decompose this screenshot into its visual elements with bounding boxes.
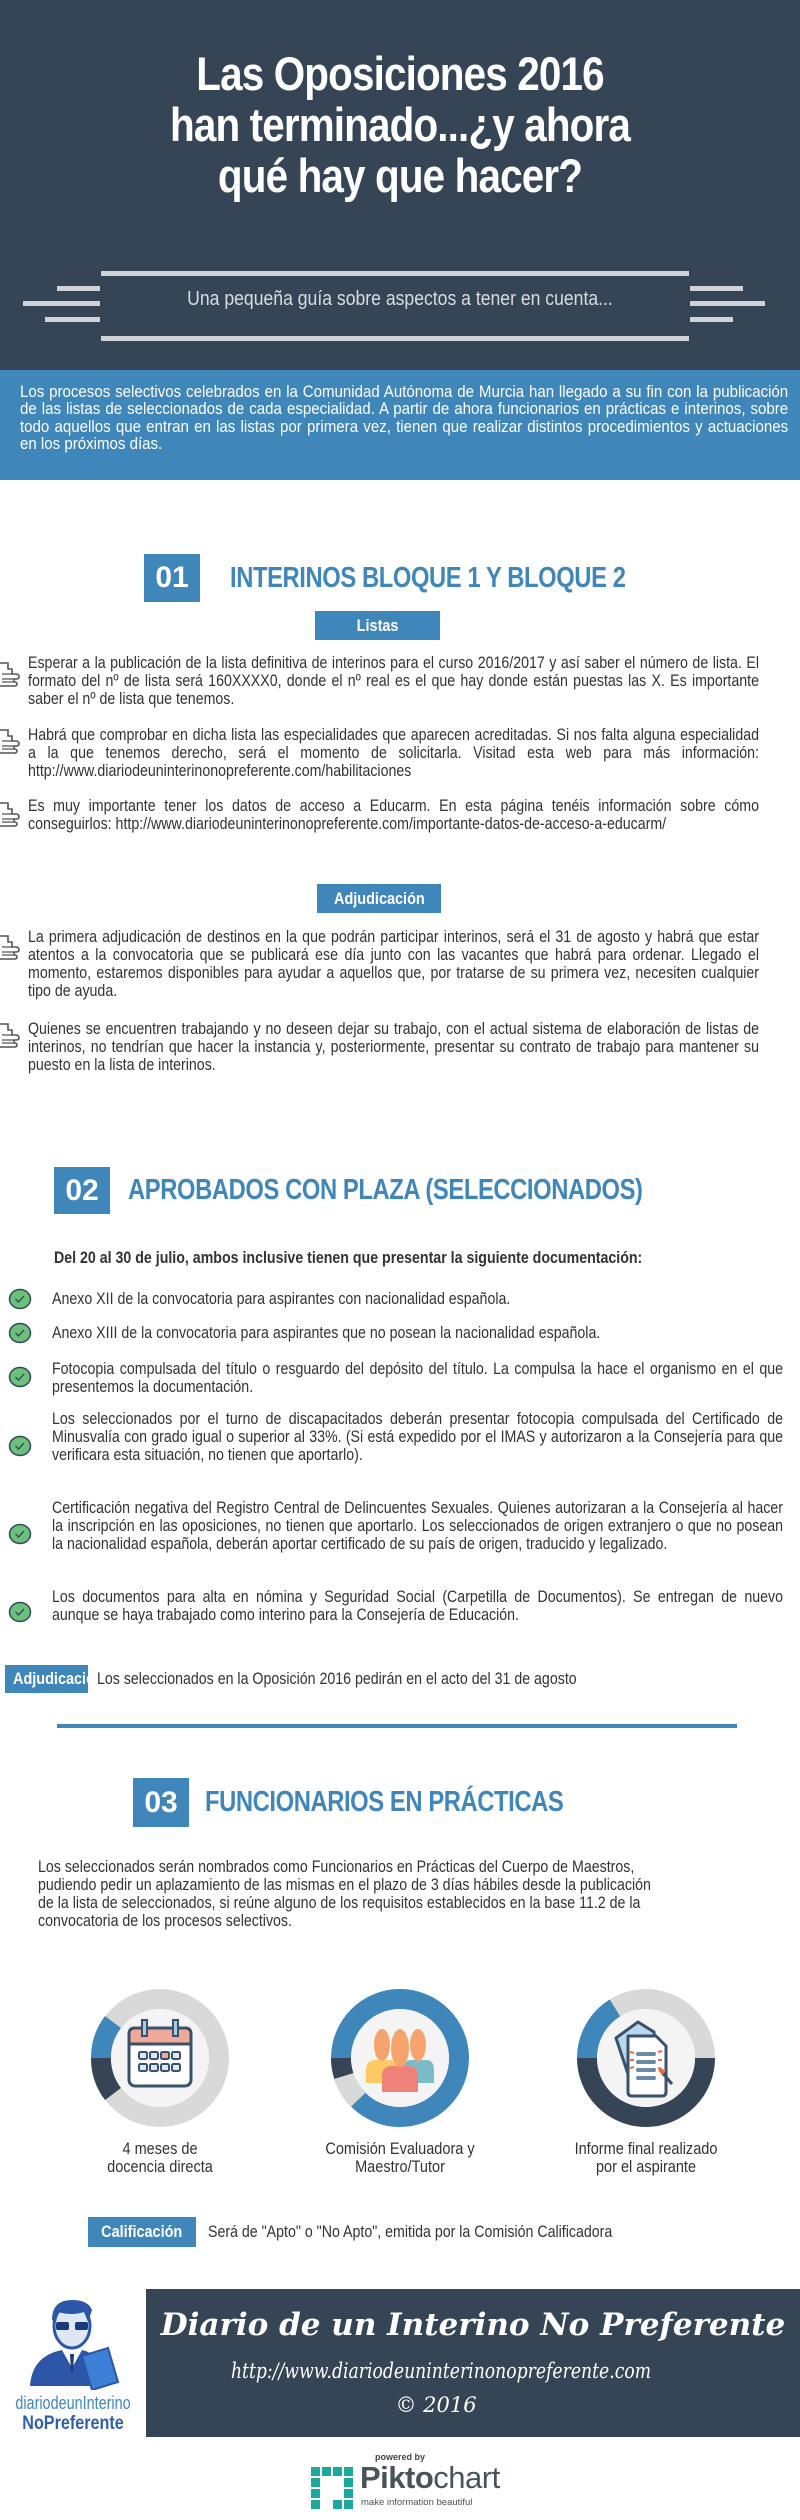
adjudicacion-text: Los seleccionados en la Oposición 2016 pedirán en el acto del 31 de agosto (97, 1670, 577, 1688)
listas-item-2: Habrá que comprobar en dicha lista las especialidades que aparecen acreditadas. Si nos falta alguna especialidad a la que tenemos derecho, será el momento de solicitarla. Visitad esta web para más información: http://www.diariodeuninterinonopreferente.com/habilitaciones (28, 726, 759, 780)
check-circle-icon (8, 1365, 32, 1389)
section-number-03: 03 (133, 1778, 189, 1827)
listas-item-1: Esperar a la publicación de la lista definitiva de interinos para el curso 2016/2017 y así saber el número de lista. El formato del nº de lista será 160XXXX0, donde el nº real es el que hay donde están puestas las X. Es importante saber el nº de lista que tenemos. (28, 654, 759, 708)
intro-text: Los procesos selectivos celebrados en la Comunidad Autónoma de Murcia han llegado a su fin con la publicación de las listas de seleccionados de cada especialidad. A partir de ahora funcionarios en prácticas e interinos, sobre todo aquellos que entran en las listas por primera vez, tienen que realizar distintos procedimientos y actuaciones en los próximos días. (20, 383, 789, 453)
progress-ring-people (330, 1988, 470, 2128)
section-divider (57, 1724, 737, 1728)
powered-by-label: powered by (374, 2452, 425, 2462)
listas-item-3: Es muy importante tener los datos de acceso a Educarm. En esta página tenéis información sobre cómo conseguirlos: http://www.diariodeuninterinonopreferente.com/importante-datos-de-acceso-a-educarm/ (28, 797, 759, 833)
subtitle: Una pequeña guía sobre aspectos a tener en cuenta... (187, 288, 613, 310)
decor-line (101, 336, 689, 341)
check-circle-icon (8, 1321, 32, 1345)
check-circle-icon (8, 1600, 32, 1624)
tag-calificacion: Calificación (88, 2217, 196, 2247)
document-item-1: Anexo XII de la convocatoria para aspirantes con nacionalidad española. (52, 1290, 511, 1308)
section-number-02: 02 (54, 1167, 110, 1214)
footer-copyright: © 2016 (395, 2393, 477, 2417)
title-line-3: qué hay que hacer? (217, 149, 583, 202)
decor-line (23, 301, 100, 306)
section-title-interinos: INTERINOS BLOQUE 1 Y BLOQUE 2 (230, 562, 626, 594)
footer-brand: Diario de un Interino No Preferente (160, 2307, 786, 2343)
calificacion-text: Será de "Apto" o "No Apto", emitida por la Comisión Calificadora (208, 2223, 613, 2241)
document-item-3: Fotocopia compulsada del título o resguardo del depósito del título. La compulsa la hace el organismo en el que presentemos la documentación. (52, 1360, 783, 1396)
check-circle-icon (8, 1434, 32, 1458)
decor-line (101, 271, 689, 276)
pointing-hand-icon (0, 933, 22, 963)
decor-line (690, 301, 765, 306)
adjudicacion-item-2: Quienes se encuentren trabajando y no deseen dejar su trabajo, con el actual sistema de elaboración de listas de interinos, no tendrían que hacer la instancia y, posteriormente, presentar su contrato de trabajo para mantener su puesto en la lista de interinos. (28, 1020, 759, 1074)
piktochart-tagline: make information beautiful (361, 2497, 473, 2508)
caption-document: Informe final realizado por el aspirante (574, 2140, 718, 2176)
pointing-hand-icon (0, 1021, 22, 1051)
check-circle-icon (8, 1522, 32, 1546)
pointing-hand-icon (0, 800, 22, 830)
decor-line (690, 286, 743, 291)
pointing-hand-icon (0, 727, 22, 757)
footer-banner (146, 2289, 800, 2437)
title-line-2: han terminado...¿y ahora (169, 98, 630, 151)
section-title-funcionarios: FUNCIONARIOS EN PRÁCTICAS (205, 1786, 564, 1818)
decor-line (690, 317, 733, 322)
piktochart-logo-icon[interactable] (310, 2466, 354, 2510)
caption-people: Comisión Evaluadora y Maestro/Tutor (325, 2140, 475, 2176)
document-item-6: Los documentos para alta en nómina y Seguridad Social (Carpetilla de Documentos). Se entregan de nuevo aunque se haya trabajado como interino para la Consejería de Educación. (52, 1588, 783, 1624)
blog-logo-icon (22, 2290, 122, 2390)
tag-listas: Listas (315, 611, 440, 640)
footer-url[interactable]: http://www.diariodeuninterinonopreferente.com (230, 2359, 652, 2383)
section-title-aprobados: APROBADOS CON PLAZA (SELECCIONADOS) (128, 1174, 643, 1206)
decor-line (45, 317, 100, 322)
check-circle-icon (8, 1287, 32, 1311)
section-number-01: 01 (144, 554, 200, 602)
logo-text-line1: diariodeunInterino (15, 2393, 131, 2413)
progress-ring-calendar (90, 1988, 230, 2128)
tag-adjudicacion: Adjudicación (317, 884, 441, 913)
decor-line (57, 286, 100, 291)
calendar-icon (129, 2020, 191, 2086)
document-item-4: Los seleccionados por el turno de discapacitados deberán presentar fotocopia compulsada del Certificado de Minusvalía con grado igual o superior al 33%. (Si está expedido por el IMAS y autorizaron a la Consejería para que verificara esta situación, no tienen que aportarlo). (52, 1410, 783, 1464)
document-item-2: Anexo XIII de la convocatoria para aspirantes que no posean la nacionalidad española. (52, 1324, 601, 1342)
title-line-1: Las Oposiciones 2016 (196, 47, 604, 100)
document-item-5: Certificación negativa del Registro Central de Delincuentes Sexuales. Quienes autorizaran a la Consejería al hacer la inscripción en las oposiciones, no tienen que aportarlo. Los seleccionados de origen extranjero o que no posean la nacionalidad española, deberán aportar certificado de su país de origen, traducido y legalizado. (52, 1499, 783, 1553)
tag-adjudicacion-2: Adjudicación (5, 1665, 88, 1693)
intro-banner (0, 370, 800, 480)
header-banner (0, 0, 800, 370)
progress-ring-document (576, 1988, 716, 2128)
section3-text: Los seleccionados serán nombrados como Funcionarios en Prácticas del Cuerpo de Maestros, pudiendo pedir un aplazamiento de las mismas en el plazo de 3 días hábiles desde la publicación de la lista de seleccionados, si reúne alguno de los requisitos establecidos en la base 11.2 de la convocatoria de los procesos selectivos. (38, 1858, 651, 1930)
page-title (56, 48, 744, 201)
caption-calendar: 4 meses de docencia directa (107, 2140, 213, 2176)
section2-lead: Del 20 al 30 de julio, ambos inclusive tienen que presentar la siguiente documentación: (54, 1249, 643, 1267)
adjudicacion-item-1: La primera adjudicación de destinos en la que podrán participar interinos, será el 31 de agosto y habrá que estar atentos a la convocatoria que se publicará ese día junto con las vacantes que habrá para ordenar. Llegado el momento, estaremos disponibles para ayudar a aquellos que, por tratarse de su primera vez, necesiten cualquier tipo de ayuda. (28, 928, 759, 1000)
piktochart-wordmark[interactable]: Piktochart (360, 2460, 500, 2495)
logo-text-line2: NoPreferente (22, 2413, 124, 2434)
people-icon (366, 2029, 434, 2092)
pointing-hand-icon (0, 660, 22, 690)
